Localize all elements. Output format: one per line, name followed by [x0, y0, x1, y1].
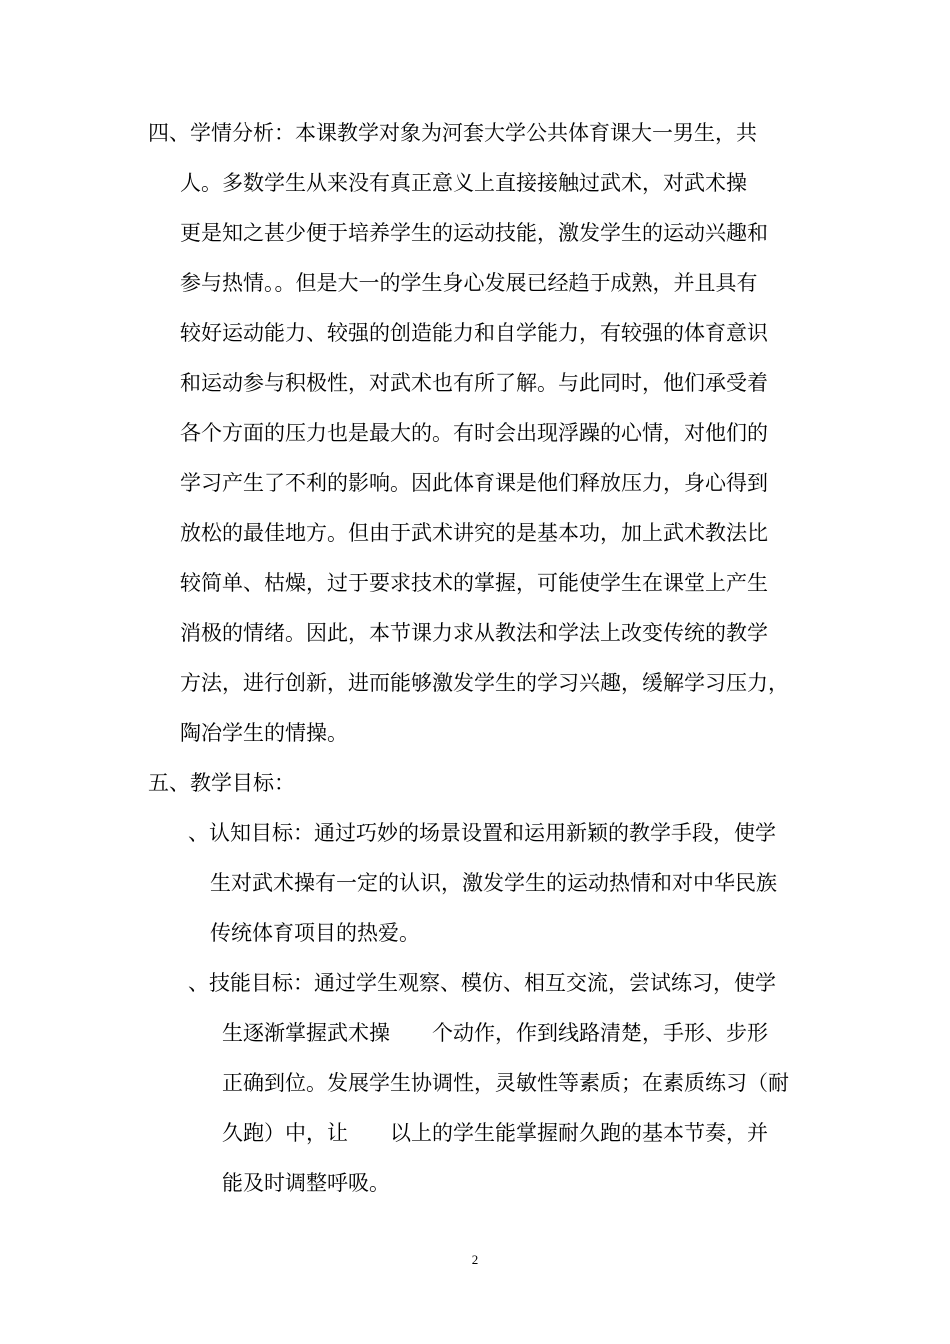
section4-line-12: 方法，进行创新，进而能够激发学生的学习兴趣，缓解学习压力， [180, 671, 789, 695]
section4-line-8: 学习产生了不利的影响。因此体育课是他们释放压力，身心得到 [180, 471, 768, 495]
skill-goal-line-1: 、技能目标：通过学生观察、模仿、相互交流，尝试练习，使学 [188, 971, 776, 995]
cognitive-goal-line-1: 、认知目标：通过巧妙的场景设置和运用新颖的教学手段，使学 [188, 821, 776, 845]
section4-line-1: 四、学情分析：本课教学对象为河套大学公共体育课大一男生，共 [148, 121, 757, 145]
skill-goal-line-4: 久跑）中，让 以上的学生能掌握耐久跑的基本节奏，并 [222, 1121, 768, 1145]
section4-line-5: 较好运动能力、较强的创造能力和自学能力，有较强的体育意识 [180, 321, 768, 345]
page-number: 2 [471, 1252, 479, 1267]
section4-line-11: 消极的情绪。因此，本节课力求从教法和学法上改变传统的教学 [180, 621, 768, 645]
skill-goal-line-3: 正确到位。发展学生协调性，灵敏性等素质；在素质练习（耐 [222, 1071, 789, 1095]
section4-line-13: 陶冶学生的情操。 [180, 721, 348, 745]
skill-goal-line-5: 能及时调整呼吸。 [222, 1171, 390, 1195]
skill-goal-line-2: 生逐渐掌握武术操 个动作，作到线路清楚，手形、步形 [222, 1021, 768, 1045]
section4-line-9: 放松的最佳地方。但由于武术讲究的是基本功，加上武术教法比 [180, 521, 768, 545]
cognitive-goal-line-3: 传统体育项目的热爱。 [210, 921, 420, 945]
section4-line-10: 较简单、枯燥，过于要求技术的掌握，可能使学生在课堂上产生 [180, 571, 768, 595]
section4-line-2: 人。多数学生从来没有真正意义上直接接触过武术，对武术操 [180, 171, 747, 195]
section4-line-4: 参与热情。。但是大一的学生身心发展已经趋于成熟，并且具有 [180, 271, 758, 295]
section4-line-7: 各个方面的压力也是最大的。有时会出现浮躁的心情，对他们的 [180, 421, 768, 445]
cognitive-goal-line-2: 生对武术操有一定的认识，激发学生的运动热情和对中华民族 [210, 871, 777, 895]
section4-line-6: 和运动参与积极性，对武术也有所了解。与此同时，他们承受着 [180, 371, 768, 395]
section4-line-3: 更是知之甚少便于培养学生的运动技能，激发学生的运动兴趣和 [180, 221, 768, 245]
section5-heading: 五、教学目标： [148, 771, 295, 795]
